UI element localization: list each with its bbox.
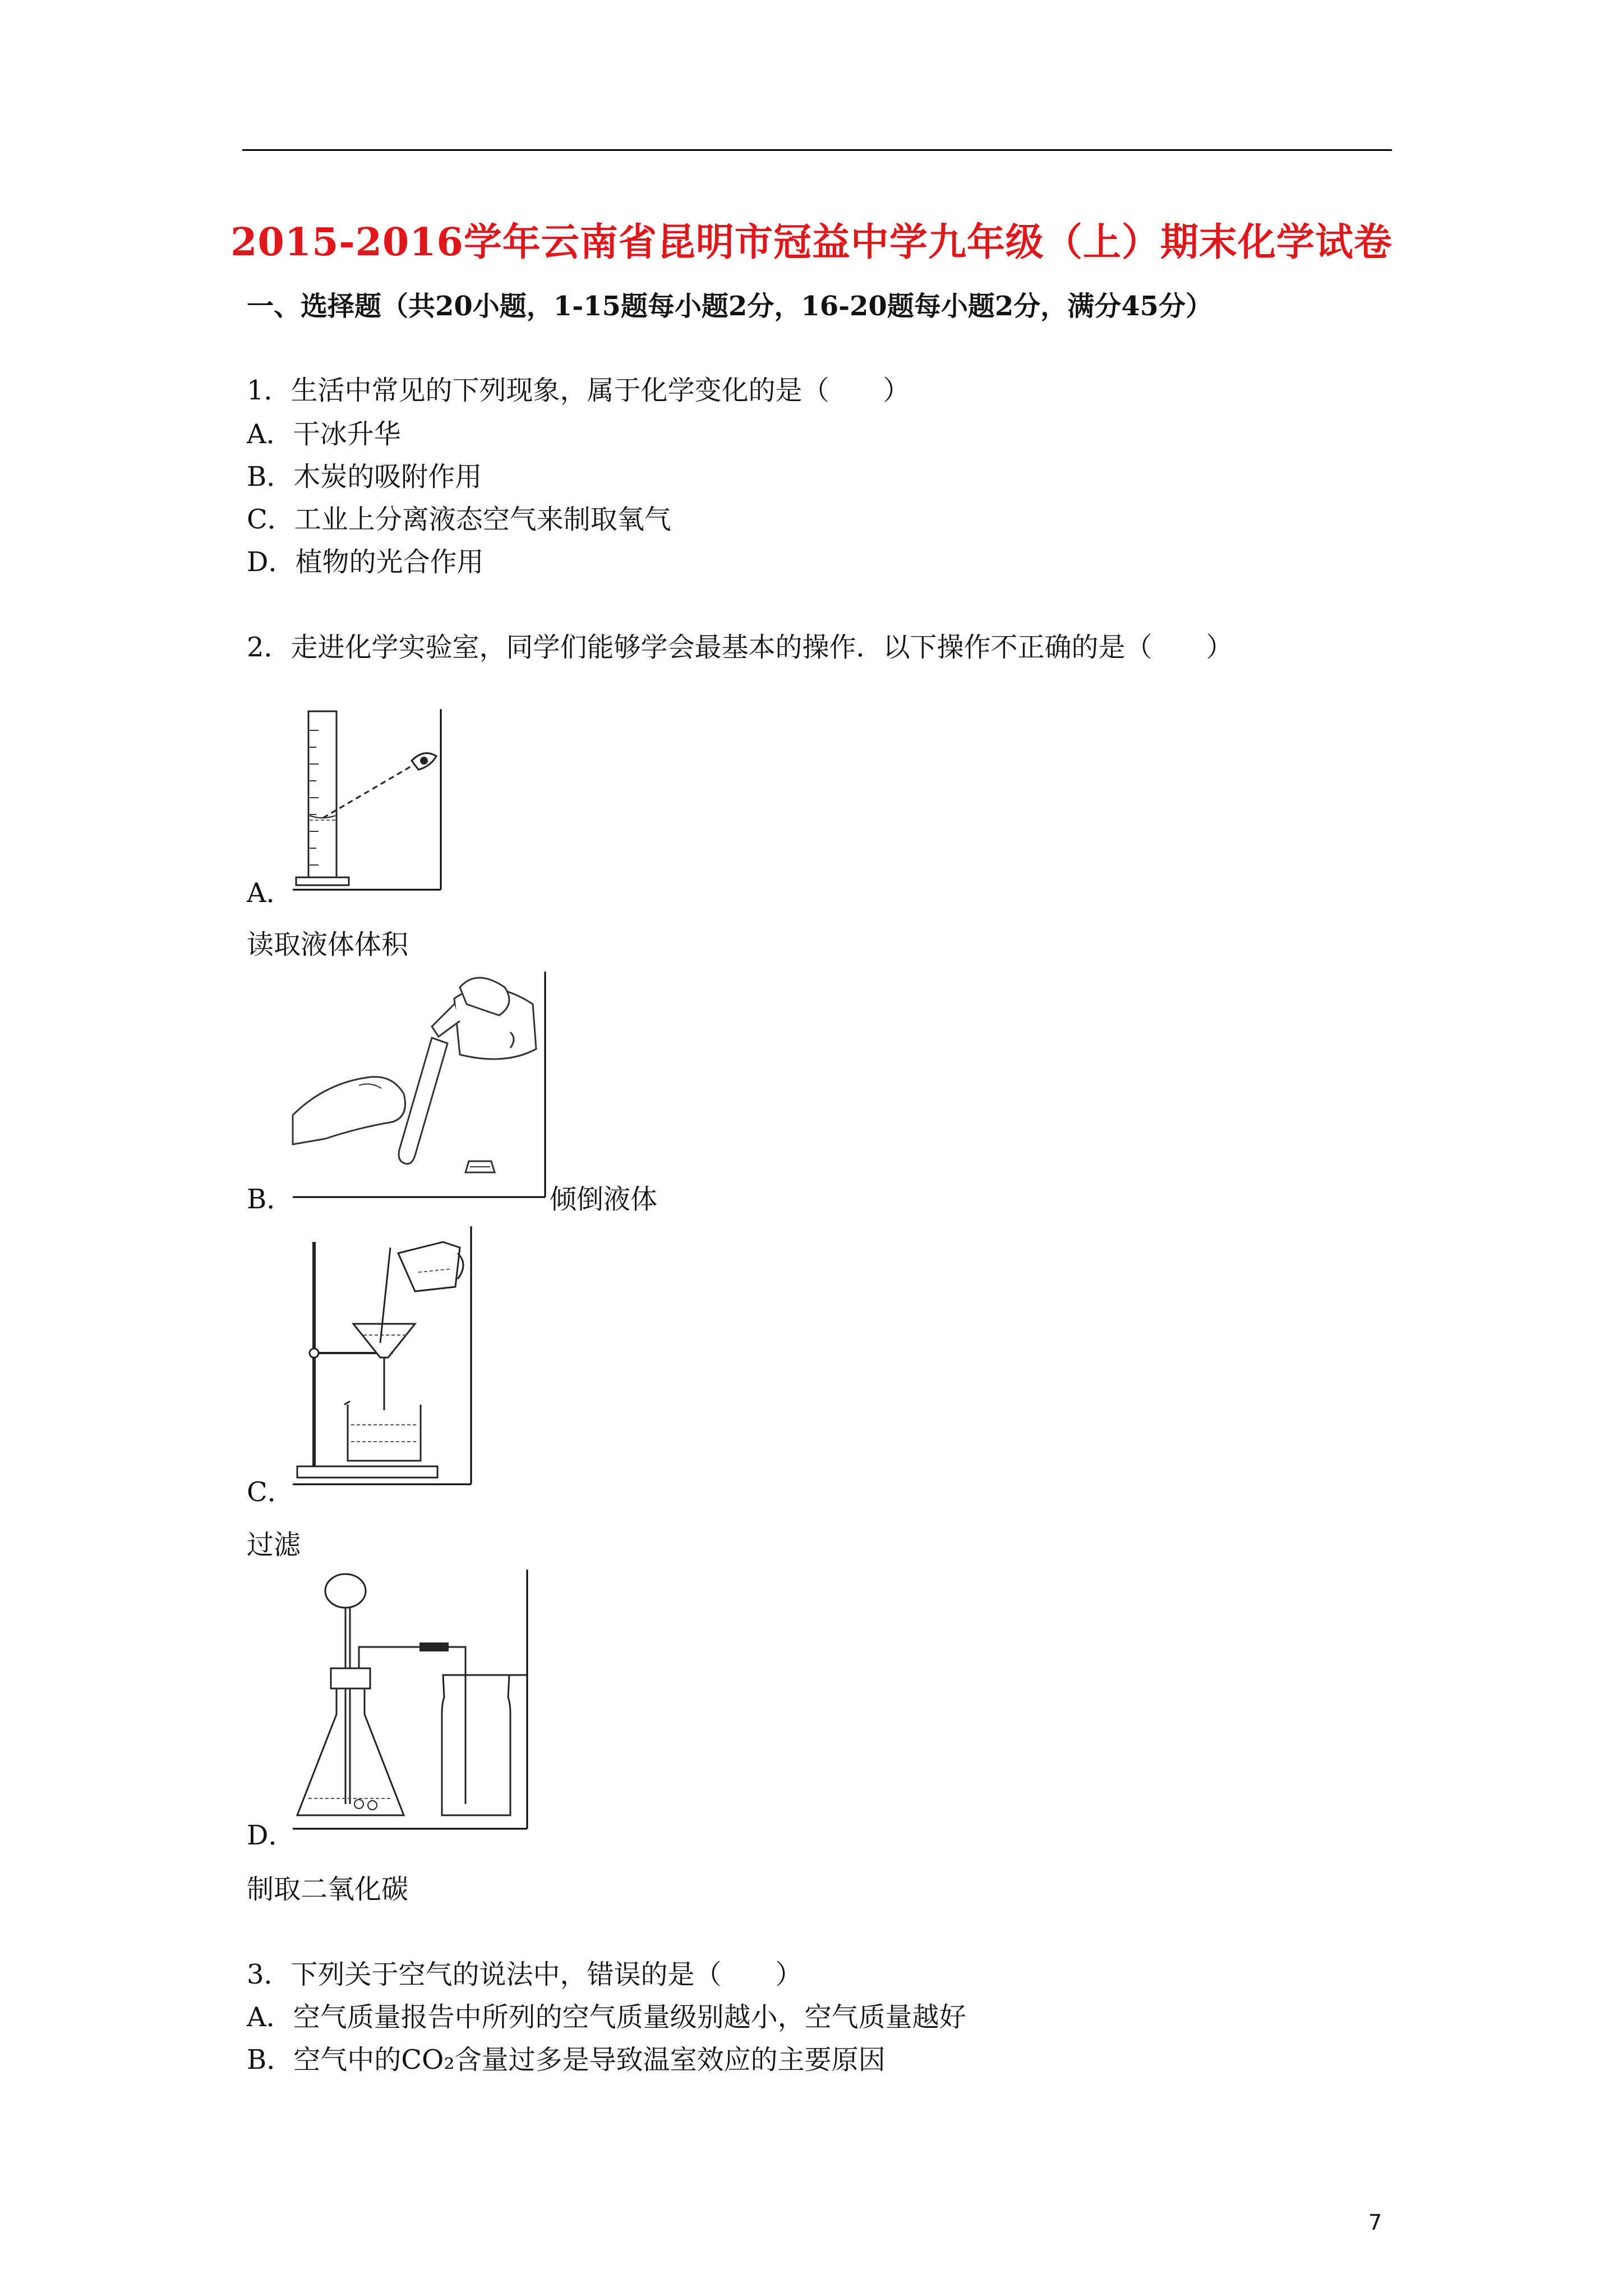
q2-option-a-caption: 读取液体体积 bbox=[247, 929, 409, 960]
q1-stem: 1．生活中常见的下列现象，属于化学变化的是（ ） bbox=[247, 375, 910, 406]
q2-option-d-caption: 制取二氧化碳 bbox=[247, 1874, 409, 1905]
q1-option-b: B．木炭的吸附作用 bbox=[247, 461, 482, 493]
q2-option-c-caption: 过滤 bbox=[247, 1529, 301, 1561]
section-heading: 一、选择题（共20小题，1-15题每小题2分，16-20题每小题2分，满分45分） bbox=[247, 291, 1213, 322]
figure-co2-apparatus bbox=[292, 1568, 528, 1830]
q2-option-d-letter: D． bbox=[247, 1820, 296, 1851]
q2-option-b-letter: B． bbox=[247, 1184, 294, 1215]
q1-option-a: A．干冰升华 bbox=[247, 418, 401, 450]
figure-pour-liquid bbox=[292, 970, 546, 1198]
q3-option-a: A．空气质量报告中所列的空气质量级别越小，空气质量越好 bbox=[247, 2001, 966, 2033]
q2-stem: 2．走进化学实验室，同学们能够学会最基本的操作．以下操作不正确的是（ ） bbox=[247, 632, 1233, 663]
figure-read-volume bbox=[292, 708, 442, 891]
q3-option-b: B．空气中的CO₂含量过多是导致温室效应的主要原因 bbox=[247, 2044, 886, 2076]
page-number: 7 bbox=[1368, 2210, 1382, 2235]
q2-option-c-letter: C． bbox=[247, 1476, 294, 1508]
q2-option-b-caption: 倾倒液体 bbox=[550, 1184, 658, 1215]
q1-option-c: C．工业上分离液态空气来制取氧气 bbox=[247, 504, 671, 535]
q3-stem: 3．下列关于空气的说法中，错误的是（ ） bbox=[247, 1959, 803, 1990]
q2-option-a-letter: A． bbox=[247, 877, 293, 909]
header-rule bbox=[242, 149, 1392, 151]
figure-filtration bbox=[292, 1225, 472, 1485]
q1-option-d: D．植物的光合作用 bbox=[247, 546, 484, 578]
page-title: 2015-2016学年云南省昆明市冠益中学九年级（上）期末化学试卷 bbox=[230, 220, 1393, 265]
